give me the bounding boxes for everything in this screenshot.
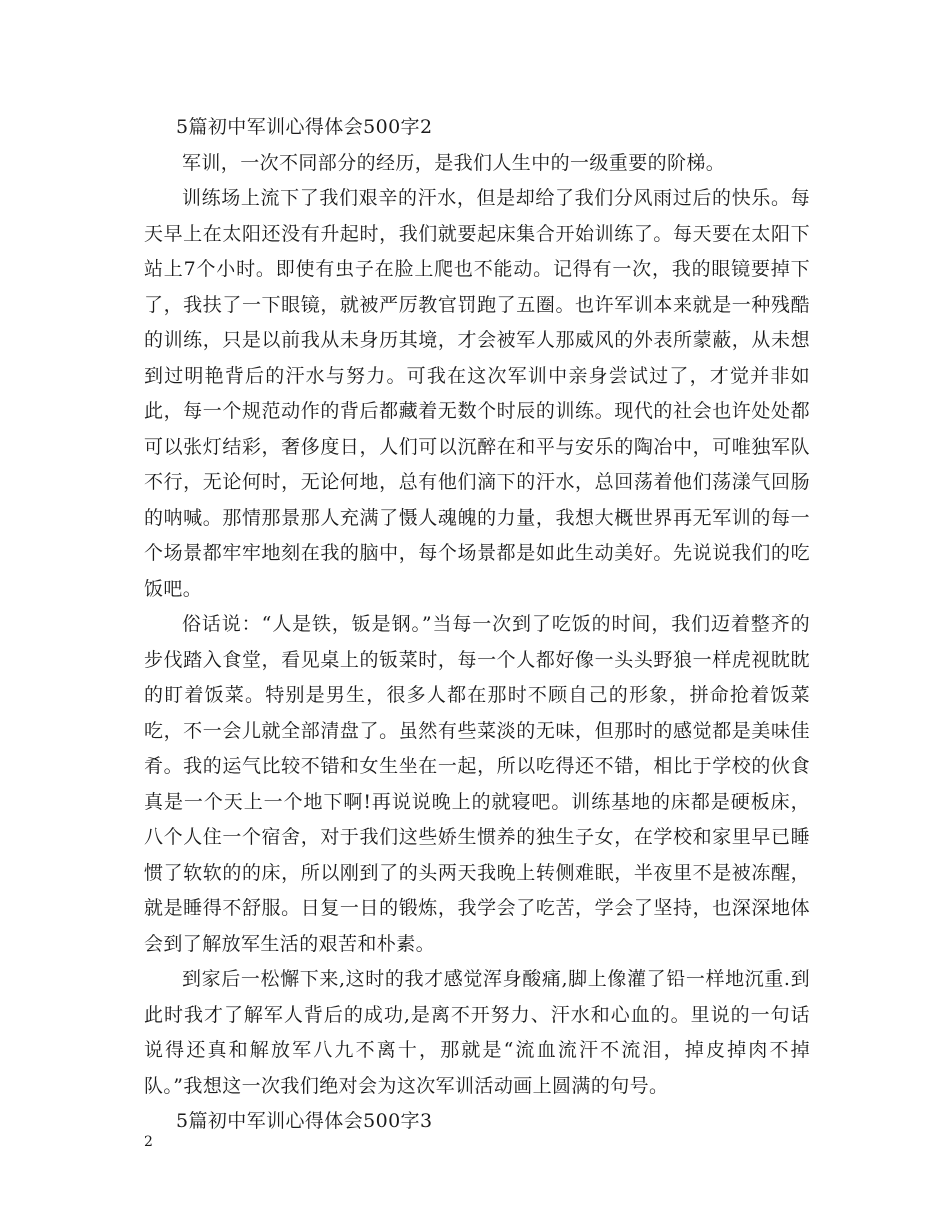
paragraph-2: 训练场上流下了我们艰辛的汗水，但是却给了我们分风雨过后的快乐。每天早上在太阳还没有升起时，我们就要起床集合开始训练了。每天要在太阳下站上7个小时。即使有虫子在脸上爬也不能动。记得有一次，我的眼镜要掉下了，我扶了一下眼镜，就被严厉教官罚跑了五圈。也许军训本来就是一种残酷的训练，只是以前我从未身历其境，才会被军人那威风的外表所蒙蔽，从未想到过明艳背后的汗水与努力。可我在这次军训中亲身尝试过了，才觉并非如此，每一个规范动作的背后都藏着无数个时辰的训练。现代的社会也许处处都可以张灯结彩，奢侈度日，人们可以沉醉在和平与安乐的陶冶中，可唯独军队不行，无论何时，无论何地，总有他们滴下的汗水，总回荡着他们荡漾气回肠的呐喊。那情那景那人充满了慑人魂魄的力量，我想大概世界再无军训的每一个场景都牢牢地刻在我的脑中，每个场景都是如此生动美好。先说说我们的吃饭吧。 <box>144 187 810 600</box>
paragraph-3: 俗话说：“人是铁，钣是钢。”当每一次到了吃饭的时间，我们迈着整齐的步伐踏入食堂，看见桌上的钣菜时，每一个人都好像一头头野狼一样虎视眈眈的盯着饭菜。特别是男生，很多人都在那时不顾自己的形象，拼命抢着饭菜吃，不一会儿就全部清盘了。虽然有些菜淡的无味，但那时的感觉都是美味佳肴。我的运气比较不错和女生坐在一起，所以吃得还不错，相比于学校的伙食真是一个天上一个地下啊!再说说晚上的就寝吧。训练基地的床都是硬板床，八个人住一个宿舍，对于我们这些娇生惯养的独生子女，在学校和家里早已睡惯了软软的的床，所以刚到了的头两天我晚上转侧难眠，半夜里不是被冻醒，就是睡得不舒服。日复一日的锻炼，我学会了吃苦，学会了坚持，也深深地体会到了解放军生活的艰苦和朴素。 <box>144 613 810 955</box>
section-heading-3: 5篇初中军训心得体会500字3 <box>176 1110 433 1132</box>
paragraph-1: 军训，一次不同部分的经历，是我们人生中的一级重要的阶梯。 <box>182 151 726 174</box>
section-heading-2: 5篇初中军训心得体会500字2 <box>176 116 433 138</box>
document-body <box>144 110 810 1140</box>
paragraph-4: 到家后一松懈下来,这时的我才感觉浑身酸痛,脚上像灌了铅一样地沉重.到此时我才了解军人背后的成功,是离不开努力、汗水和心血的。里说的一句话说得还真和解放军八九不离十，那就是“流血流汗不流泪，掉皮掉肉不掉队。”我想这一次我们绝对会为这次军训活动画上圆满的句号。 <box>144 968 810 1097</box>
page-number: 2 <box>144 1134 153 1150</box>
